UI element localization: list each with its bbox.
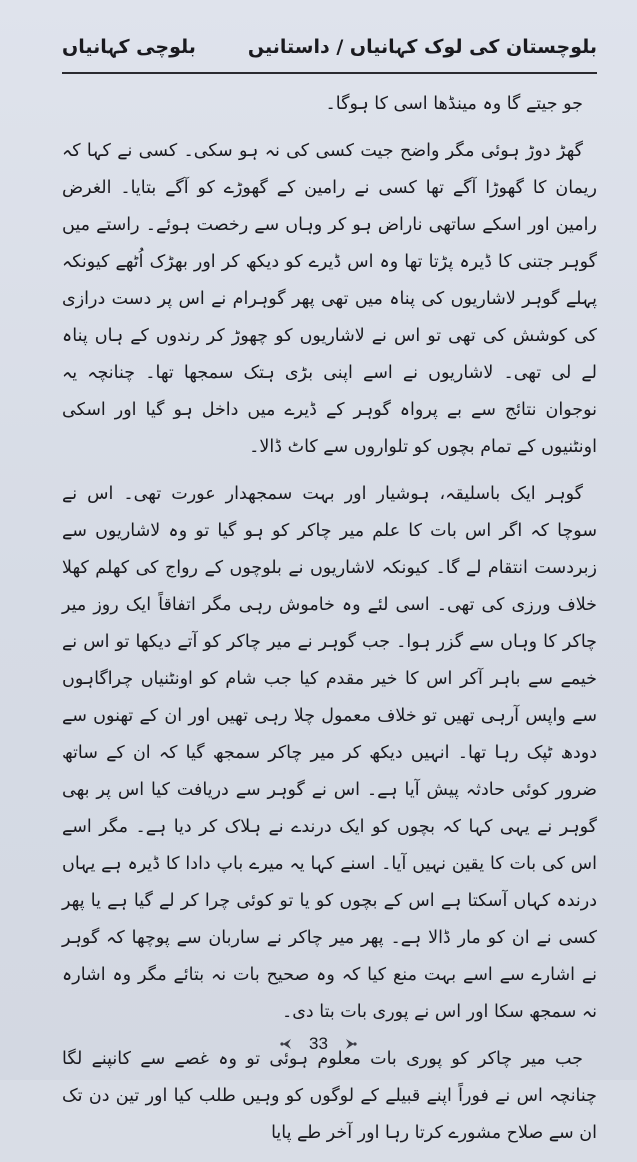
page-header bbox=[62, 34, 597, 70]
paragraph-2: گھڑ دوڑ ہوئی مگر واضح جیت کسی کی نہ ہو سکی۔ کسی نے کہا کہ ریمان کا گھوڑا آگے تھا کسی نے رامین کے گھوڑے کو آگے بتایا۔ الغرض رامین اور اسکے ساتھی ناراض ہو کر وہاں سے رخصت ہوئے۔ راستے میں گوہر جتنی کا ڈیرہ پڑتا تھا وہ اس ڈیرے کو دیکھ کر اور بھڑک اُٹھے کیونکہ پہلے گوہر لاشاریوں کی پناہ میں تھی پھر گوہرام نے اس پر دست درازی کی کوشش کی تھی تو اس نے لاشاریوں کو چھوڑ کر رندوں کے ہاں پناہ لے لی تھی۔ لاشاریوں نے اسے اپنی بڑی ہتک سمجھا تھا۔ چنانچہ یہ نوجوان نتائج سے بے پرواہ گوہر کے ڈیرے میں داخل ہو گیا اور اسکی اونٹنیوں کے تمام بچوں کو تلواروں سے کاٹ ڈالا۔ bbox=[62, 141, 597, 457]
ornament-left-icon bbox=[279, 1037, 293, 1051]
section-title: بلوچی کہانیاں bbox=[62, 36, 196, 58]
book-title: بلوچستان کی لوک کہانیاں / داستانیں bbox=[247, 36, 597, 58]
ornament-right-icon bbox=[344, 1037, 358, 1051]
page-footer bbox=[0, 1026, 637, 1062]
paragraph-4: جب میر چاکر کو پوری بات معلوم ہوئی تو وہ غصے سے کانپنے لگا چنانچہ اس نے فوراً اپنے قبیلے کے لوگوں کو وہیں طلب کیا اور تین دن تک ان سے صلاح مشورے کرتا رہا اور آخر طے پایا bbox=[62, 1049, 597, 1143]
paragraph-3: گوہر ایک باسلیقہ، ہوشیار اور بہت سمجھدار عورت تھی۔ اس نے سوچا کہ اگر اس بات کا علم میر چاکر کو ہو گیا تو وہ لاشاریوں سے زبردست انتقام لے گا۔ کیونکہ لاشاریوں نے بلوچوں کے رواج کی کھلم کھلا خلاف ورزی کی تھی۔ اسی لئے وہ خاموش رہی مگر اتفاقاً ایک روز میر چاکر کا وہاں سے گزر ہوا۔ جب گوہر نے میر چاکر کو آتے دیکھا تو اس نے خیمے سے باہر آکر اس کا خیر مقدم کیا جب شام کو اونٹنیاں چراگاہوں سے واپس آرہی تھیں تو خلاف معمول چلا رہی تھیں اور ان کے تھنوں سے دودھ ٹپک رہا تھا۔ انہیں دیکھ کر میر چاکر سمجھ گیا کہ ان کے ساتھ ضرور کوئی حادثہ پیش آیا ہے۔ اس نے گوہر سے دریافت کیا اس پر بھی گوہر نے یہی کہا کہ بچوں کو ایک درندے نے ہلاک کر دیا ہے۔ مگر اسے اس کی بات کا یقین نہیں آیا۔ اسنے کہا یہ میرے باپ دادا کا ڈیرہ ہے یہاں درندہ کہاں آسکتا ہے اس کے بچوں کو یا تو کوئی چرا کر لے گیا ہے یا پھر کسی نے ان کو مار ڈالا ہے۔ پھر میر چاکر نے ساربان سے پوچھا کہ گوہر نے اشارے سے اسے بہت منع کیا کہ وہ صحیح بات نہ بتائے مگر وہ اشارہ نہ سمجھ سکا اور اس نے پوری بات بتا دی۔ bbox=[62, 484, 597, 1022]
header-divider bbox=[62, 72, 597, 74]
paragraph-1: جو جیتے گا وہ مینڈھا اسی کا ہوگا۔ bbox=[325, 94, 583, 114]
page-number: 33 bbox=[309, 1034, 328, 1053]
body-text bbox=[62, 86, 597, 1162]
